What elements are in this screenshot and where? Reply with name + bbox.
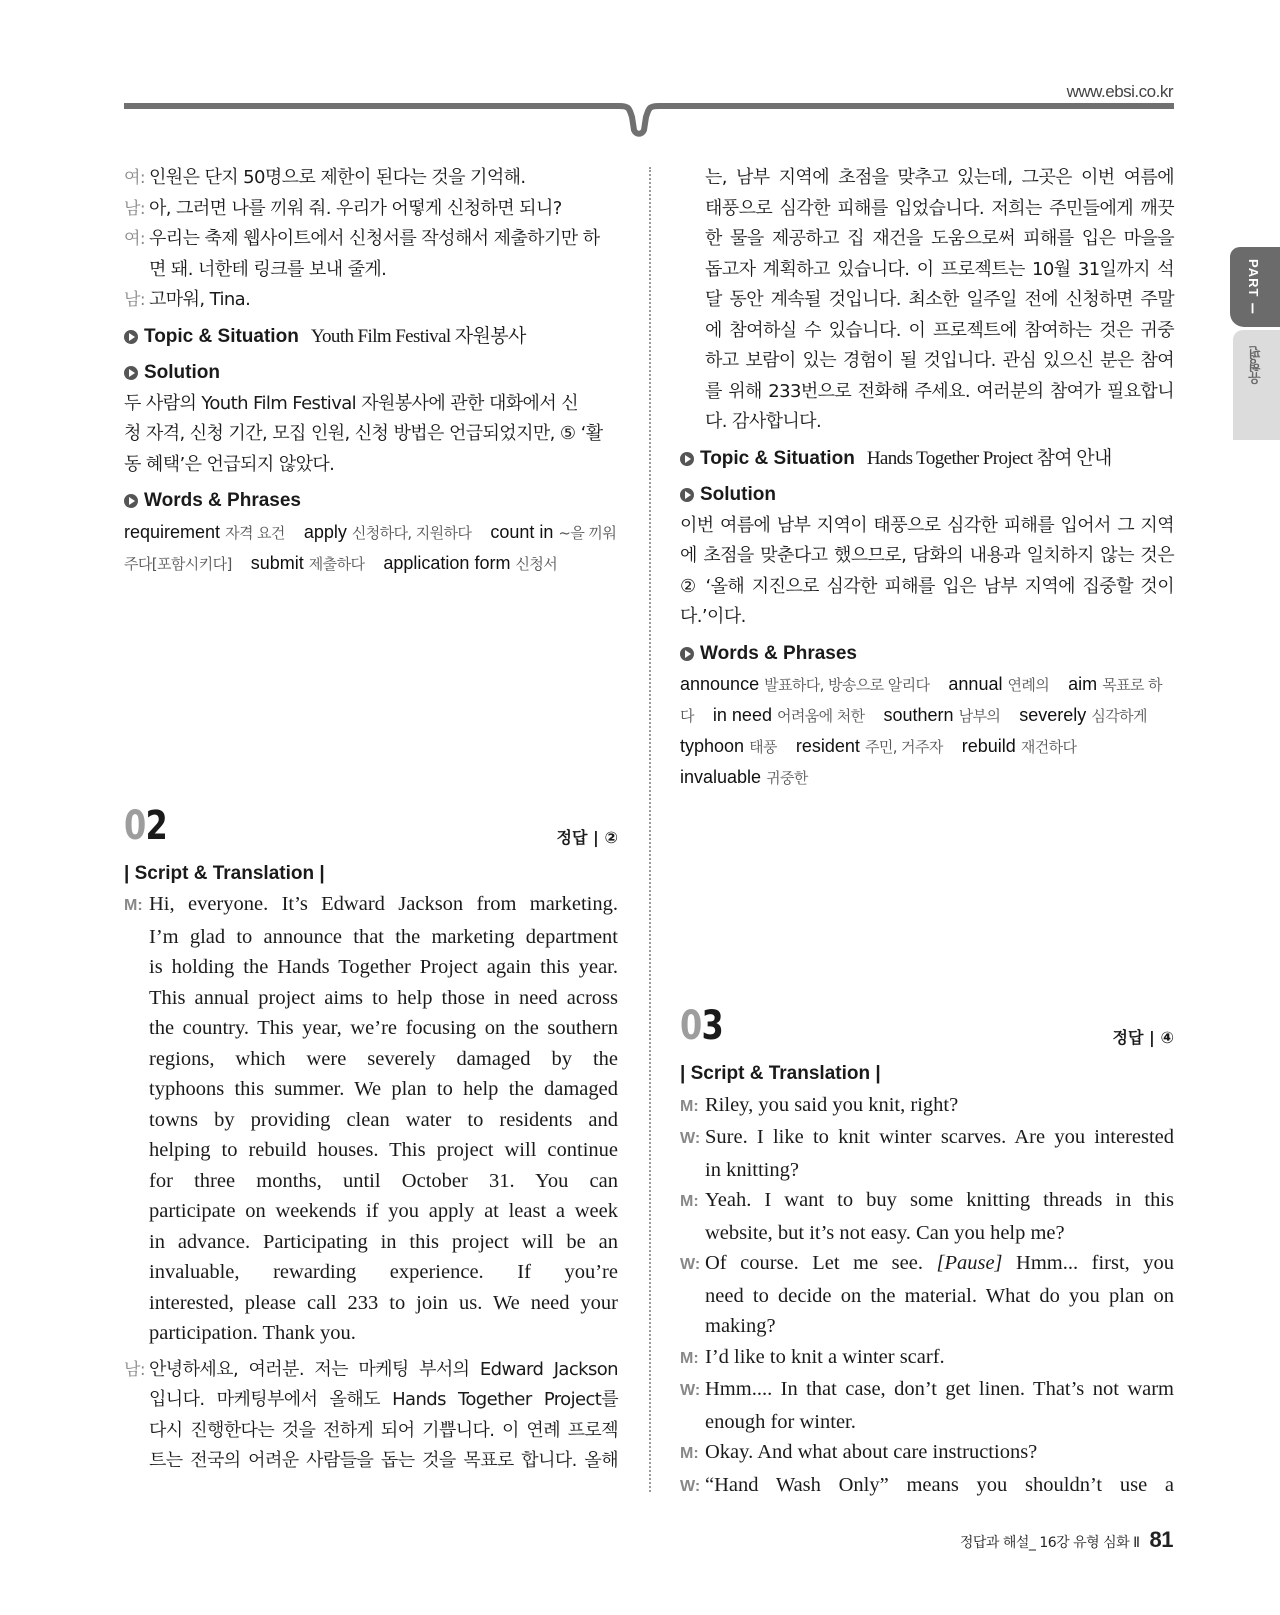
solution-text: 이번 여름에 남부 지역이 태풍으로 심각한 피해를 입어서 그 지역 에 초점을 맞춘다고 했으므로, 담화의 내용과 일치하지 않는 것은 ② ‘올해 지진으로 심각한 피해를 입은 남부 지역에 집중할 것이 다.’이다. [680, 514, 1174, 627]
column-divider [649, 167, 651, 1492]
page-footer [960, 1527, 1173, 1553]
solution-text: 두 사람의 Youth Film Festival 자원봉사에 관한 대화에서 신 청 자격, 신청 기간, 모집 인원, 신청 방법은 언급되었지만, ⑤ ‘활 동 혜택’은 언급되지 않았다. [124, 392, 603, 475]
speaker-label: 남: [124, 1359, 145, 1380]
footer-label: 정답과 해설_ 16강 유형 심화 Ⅱ [959, 1535, 1140, 1551]
speaker-label: M: [680, 1193, 699, 1210]
question-number: 02 [124, 802, 167, 849]
topic-heading: Topic & Situation Youth Film Festival 자원봉사 [124, 322, 618, 353]
words-heading: Words & Phrases [680, 639, 1174, 670]
speaker-label: W: [680, 1477, 701, 1495]
speaker-label: M: [680, 1097, 699, 1115]
dialogue-line: 여: 인원은 단지 50명으로 제한이 된다는 것을 기억해. [124, 163, 618, 194]
right-column [680, 163, 1174, 1502]
script-heading: | Script & Translation | [680, 1063, 881, 1084]
translation-continued: 는, 남부 지역에 초점을 맞추고 있는데, 그곳은 이번 여름에 태풍으로 심각한 피해를 입었습니다. 저희는 주민들에게 깨끗 한 물을 제공하고 집 재건을 도움으로써 피해를 입은 마을을 돕고자 계획하고 있습니다. 이 프로젝트는 10월 31일까지 석 달 동안 계속될 것입니다. 최소한 일주일 전에 신청하면 주말 에 참여하실 수 있습니다. 이 프로젝트에 참여하는 것은 귀중 하고 보람이 있는 경험이 될 것입니다. 관심 있으신 분은 참여 를 위해 233번으로 전화해 주세요. 여러분의 참여가 필요합니 다. 감사합니다. [705, 167, 1174, 432]
answer-label: 정답 | ④ [1112, 1028, 1174, 1047]
speaker-label: 남: [124, 198, 145, 219]
speaker-label: 남: [124, 290, 145, 310]
script-line: M: Hi, everyone. It’s Edward Jackson from marketing. [124, 889, 618, 922]
play-bullet-icon [124, 330, 138, 344]
dialogue-line: 여: 우리는 축제 웹사이트에서 신청서를 작성해서 제출하기만 하 [124, 224, 618, 255]
dialogue-line: 남: 고마워, Tina. [124, 285, 618, 316]
left-column [124, 163, 618, 1477]
speaker-label: M: [124, 897, 143, 914]
words-list: requirement 자격 요건 apply 신청하다, 지원하다 count in ~을 끼워 주다[포함시키다] submit 제출하다 application form 신청서 [124, 521, 617, 573]
q02-script: M: Hi, everyone. It’s Edward Jackson from marketing. I’m glad to announce that the marketing department is holding the Hands Together Project again this year. This annual project aims to help those in need across the country. This year, we’re focusing on the southern regions, which were severely damaged by the typhoons this summer. We plan to help the damaged towns by providing clean water to residents and helping to rebuild houses. This project will continue for three months, until October 31. You can participate on weekends if you apply at least a week in advance. Participating in this project will be an invaluable, rewarding experience. If you’re interested, please call 233 to join us. We need your participation. Thank you. [124, 889, 618, 1349]
speaker-label: 여: [124, 229, 145, 249]
play-bullet-icon [680, 647, 694, 661]
speaker-label: W: [680, 1256, 701, 1273]
answer-label: 정답 | ② [556, 827, 618, 847]
section-tab[interactable]: 유형편 [1233, 330, 1280, 440]
page-number: 81 [1149, 1527, 1173, 1552]
dialogue-end [124, 163, 618, 316]
play-bullet-icon [680, 488, 694, 502]
speaker-label: 여: [124, 168, 145, 188]
script-heading: | Script & Translation | [124, 862, 325, 884]
play-bullet-icon [124, 494, 138, 508]
question-02-header [124, 802, 618, 855]
dialogue-line: 남: 아, 그러면 나를 끼워 줘. 우리가 어떻게 신청하면 되니? [124, 194, 618, 225]
q02-translation: 남: 안녕하세요, 여러분. 저는 마케팅 부서의 Edward Jackson 입니다. 마케팅부에서 올해도 Hands Together Project를 다시 진행한다는 것을 전하게 되어 기쁩니다. 이 연례 프로젝 트는 전국의 어려운 사람들을 돕는 것을 목표로 합니다. 올해 [124, 1355, 618, 1477]
website-url: www.ebsi.co.kr [1066, 82, 1173, 101]
header-rule [124, 95, 1174, 145]
speaker-label: M: [680, 1445, 699, 1462]
dialogue-line: 면 돼. 너한테 링크를 보내 줄게. [149, 258, 387, 280]
speaker-label: W: [680, 1382, 701, 1399]
topic-value: Hands Together Project 참여 안내 [866, 447, 1112, 469]
speaker-label: W: [680, 1130, 701, 1147]
topic-value: Youth Film Festival 자원봉사 [310, 325, 526, 347]
speaker-label: M: [680, 1349, 699, 1367]
words-list: announce 발표하다, 방송으로 알리다 annual 연례의 aim 목표로 하다 in need 어려움에 처한 southern 남부의 severely 심각하게 typhoon 태풍 resident 주민, 거주자 rebuild 재건하다 invaluable 귀중한 [680, 674, 1162, 787]
q03-script: M: Riley, you said you knit, right? W: Sure. I like to knit winter scarves. Are you interested in knitting? M: Yeah. I want to buy some knitting threads in this website, but it’s not easy. Can you help me? W: Of course. Let me see. [Pause] Hmm... first, you need to decide on the material. What do you plan on making? M: I’d like to knit a winter scarf. W: Hmm.... In that case, don’t get linen. That’s not warm enough for winter. M: Okay. And what about care instructions? W: “Hand Wash Only” means you shouldn’t use a [680, 1090, 1174, 1503]
play-bullet-icon [124, 366, 138, 380]
question-number: 03 [680, 1003, 723, 1049]
topic-heading: Topic & Situation Hands Together Project 참여 안내 [680, 444, 1174, 475]
question-03-header [680, 1003, 1174, 1055]
solution-heading: Solution [124, 358, 618, 389]
words-heading: Words & Phrases [124, 486, 618, 517]
solution-heading: Solution [680, 480, 1174, 511]
play-bullet-icon [680, 452, 694, 466]
translation-line: 남: 안녕하세요, 여러분. 저는 마케팅 부서의 Edward Jackson [124, 1355, 618, 1386]
part-tab[interactable]: PART Ⅰ [1230, 247, 1280, 327]
